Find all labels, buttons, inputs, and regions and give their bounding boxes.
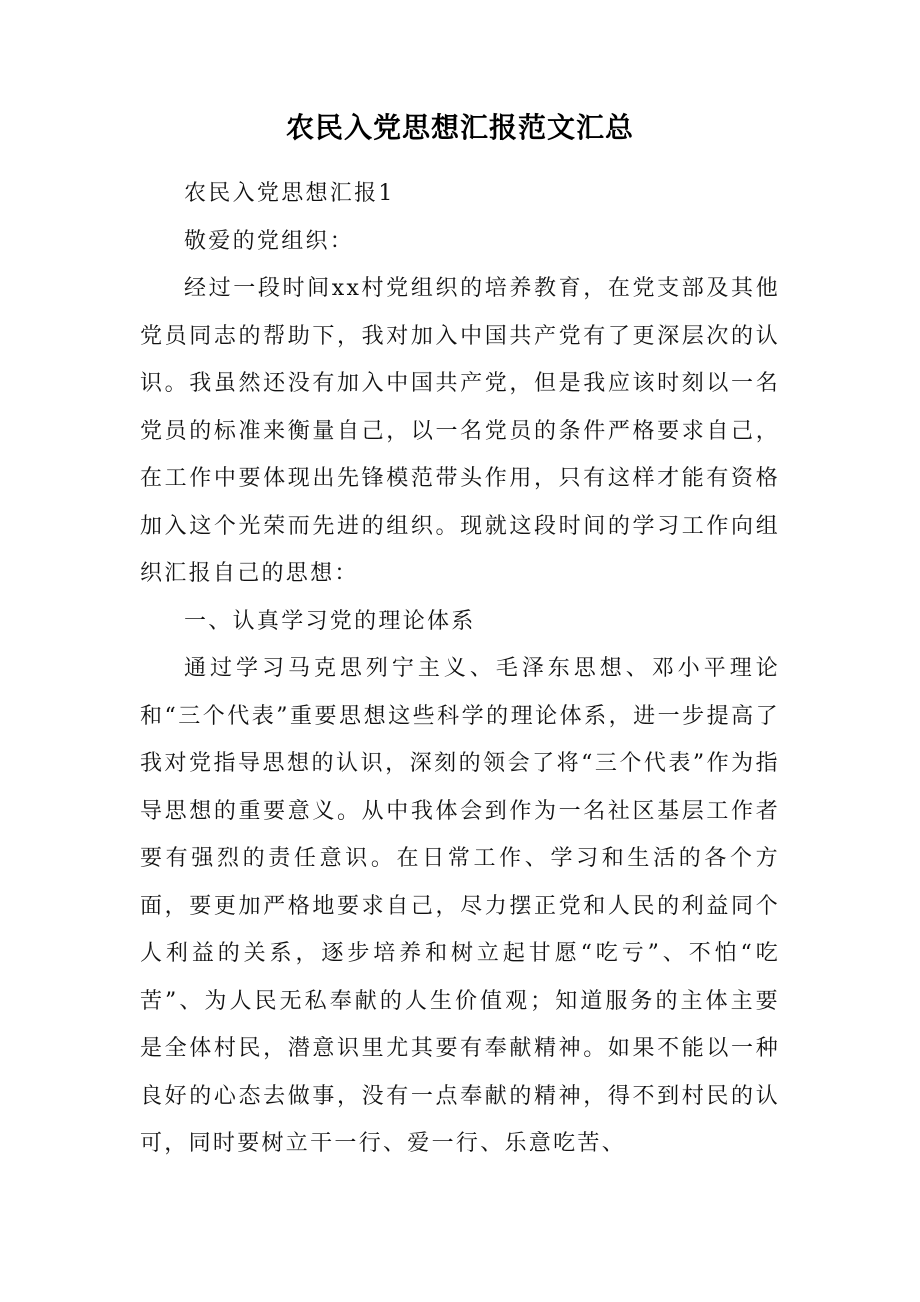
subsection-heading: 一、认真学习党的理论体系 bbox=[184, 608, 476, 634]
section-heading: 农民入党思想汇报1 bbox=[184, 181, 395, 206]
body-paragraph: 经过一段时间xx村党组织的培养教育，在党支部及其他党员同志的帮助下，我对加入中国共产党有了更深层次的认识。我虽然还没有加入中国共产党，但是我应该时刻以一名党员的标准来衡量自己，以一名党员的条件严格要求自己，在工作中要体现出先锋模范带头作用，只有这样才能有资格加入这个光荣而先进的组织。现就这段时间的学习工作向组织汇报自己的思想： bbox=[140, 276, 780, 586]
document-title: 农民入党思想汇报范文汇总 bbox=[285, 111, 634, 144]
body-paragraph: 通过学习马克思列宁主义、毛泽东思想、邓小平理论和“三个代表”重要思想这些科学的理论体系，进一步提高了我对党指导思想的认识，深刻的领会了将“三个代表”作为指导思想的重要意义。从中我体会到作为一名社区基层工作者要有强烈的责任意识。在日常工作、学习和生活的各个方面，要更加严格地要求自己，尽力摆正党和人民的利益同个人利益的关系，逐步培养和树立起甘愿“吃亏”、不怕“吃苦”、为人民无私奉献的人生价值观；知道服务的主体主要是全体村民，潜意识里尤其要有奉献精神。如果不能以一种良好的心态去做事，没有一点奉献的精神，得不到村民的认可，同时要树立干一行、爱一行、乐意吃苦、 bbox=[140, 656, 780, 1156]
salutation: 敬爱的党组织： bbox=[184, 228, 355, 254]
document-body bbox=[140, 170, 780, 1168]
